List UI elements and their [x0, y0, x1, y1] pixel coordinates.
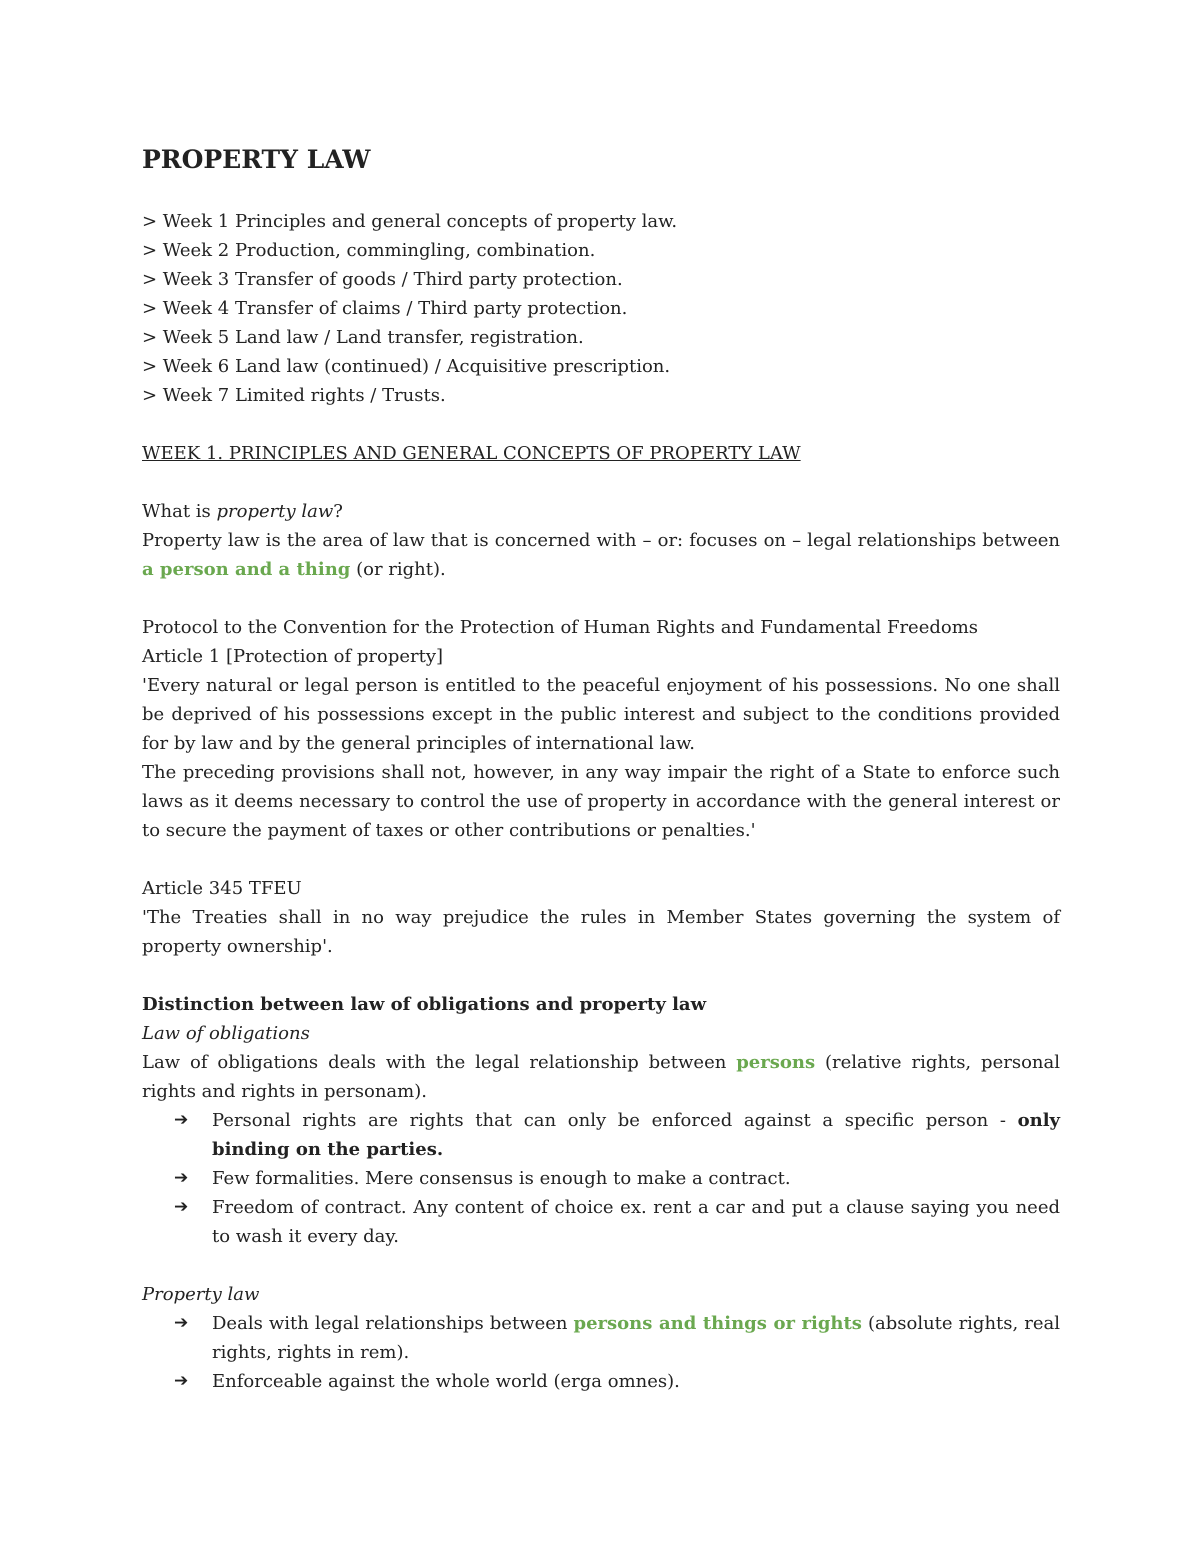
tfeu-text: 'The Treaties shall in no way prejudice the rules in Member States governing the system of property ownership'.	[142, 907, 1060, 957]
arrow-icon: ➔	[174, 1313, 189, 1333]
protocol-title: Protocol to the Convention for the Protection of Human Rights and Fundamental Freedoms	[142, 617, 979, 638]
obligations-intro-suffix: (relative rights, personal rights and rights in personam).	[142, 1052, 1060, 1102]
bullet-suffix: (absolute rights, real rights, rights in rem).	[212, 1313, 1060, 1363]
property-bullet-list	[142, 1309, 1060, 1396]
document-content	[142, 143, 1060, 1396]
bullet-text: Enforceable against the whole world (erga omnes).	[212, 1371, 680, 1392]
what-is-term: property law	[216, 501, 334, 522]
obligations-intro-highlight: persons	[736, 1052, 816, 1073]
arrow-icon: ➔	[174, 1168, 189, 1188]
list-item	[142, 1309, 1060, 1367]
week-item-5: > Week 5 Land law / Land transfer, registration.	[142, 327, 584, 348]
spacer	[142, 961, 1060, 990]
bullet-text: Deals with legal relationships between	[212, 1313, 574, 1334]
protocol-article: Article 1 [Protection of property]	[142, 646, 444, 667]
list-item	[142, 1106, 1060, 1164]
week-list	[142, 207, 1060, 410]
tfeu-article: Article 345 TFEU	[142, 878, 302, 899]
week-item-4: > Week 4 Transfer of claims / Third party protection.	[142, 298, 628, 319]
definition-text: Property law is the area of law that is concerned with – or: focuses on – legal relationships between	[142, 530, 1060, 551]
week1-heading: WEEK 1. PRINCIPLES AND GENERAL CONCEPTS OF PROPERTY LAW	[142, 443, 801, 464]
week-item-7: > Week 7 Limited rights / Trusts.	[142, 385, 446, 406]
list-item	[142, 1367, 1060, 1396]
spacer	[142, 468, 1060, 497]
definition-paragraph	[142, 526, 1060, 584]
list-item	[142, 1164, 1060, 1193]
bullet-text: Few formalities. Mere consensus is enough to make a contract.	[212, 1168, 791, 1189]
week-item-2: > Week 2 Production, commingling, combination.	[142, 240, 596, 261]
week-item-3: > Week 3 Transfer of goods / Third party protection.	[142, 269, 623, 290]
week-item-1: > Week 1 Principles and general concepts of property law.	[142, 211, 678, 232]
what-is-prefix: What is	[142, 501, 217, 522]
obligations-subheading: Law of obligations	[142, 1023, 310, 1044]
what-is-question	[142, 497, 1060, 526]
definition-suffix: (or right).	[350, 559, 446, 580]
bullet-text: Personal rights are rights that can only be enforced against a specific person -	[212, 1110, 1018, 1131]
bullet-text: Freedom of contract. Any content of choice ex. rent a car and put a clause saying you need to wash it every day.	[212, 1197, 1060, 1247]
protocol-paragraph-1: 'Every natural or legal person is entitled to the peaceful enjoyment of his possessions. No one shall be deprived of his possessions except in the public interest and subject to the conditions provided for by law and by the general principles of international law.	[142, 675, 1060, 754]
definition-highlight: a person and a thing	[142, 559, 351, 580]
obligations-intro-prefix: Law of obligations deals with the legal relationship between	[142, 1052, 737, 1073]
arrow-icon: ➔	[174, 1110, 189, 1130]
arrow-icon: ➔	[174, 1197, 189, 1217]
what-is-suffix: ?	[333, 501, 343, 522]
obligations-bullet-list	[142, 1106, 1060, 1251]
list-item	[142, 1193, 1060, 1251]
protocol-paragraph-2: The preceding provisions shall not, however, in any way impair the right of a State to enforce such laws as it deems necessary to control the use of property in accordance with the general interest or to secure the payment of taxes or other contributions or penalties.'	[142, 762, 1060, 841]
obligations-intro	[142, 1048, 1060, 1106]
arrow-icon: ➔	[174, 1371, 189, 1391]
bullet-highlight: persons and things or rights	[573, 1313, 862, 1334]
distinction-heading: Distinction between law of obligations and property law	[142, 994, 707, 1015]
week-item-6: > Week 6 Land law (continued) / Acquisitive prescription.	[142, 356, 671, 377]
page-title: PROPERTY LAW	[142, 145, 371, 174]
bullet-bold-text: only binding on the parties.	[212, 1110, 1060, 1160]
spacer	[142, 584, 1060, 613]
spacer	[142, 845, 1060, 874]
property-subheading: Property law	[142, 1284, 260, 1305]
spacer	[142, 1251, 1060, 1280]
